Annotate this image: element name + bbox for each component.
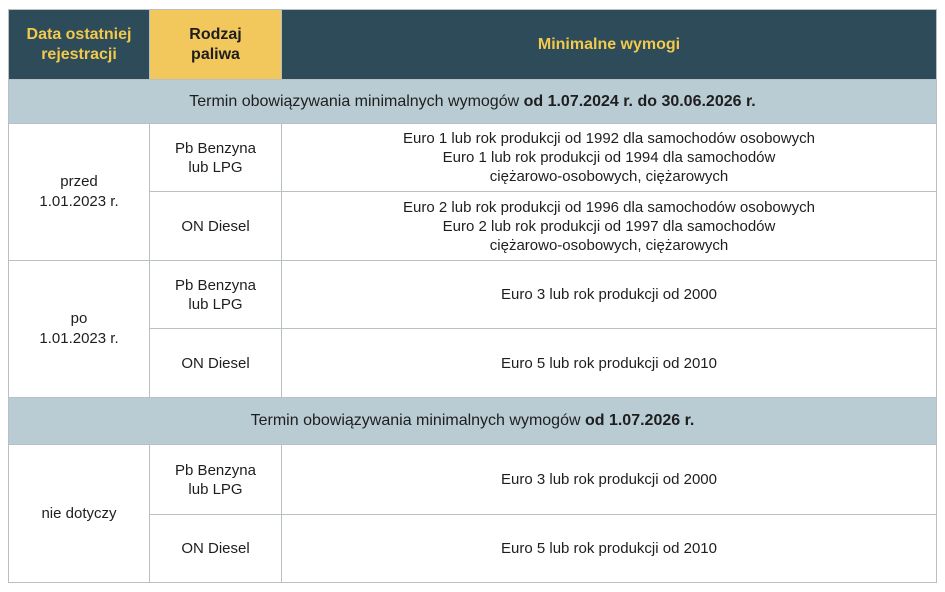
period-row: [9, 80, 937, 124]
date-line-1: nie dotyczy: [41, 504, 117, 522]
requirements-table: [8, 9, 937, 583]
fuel-type-cell: [150, 192, 282, 261]
table-row: [9, 261, 937, 329]
requirement-cell: Euro 3 lub rok produkcji od 2000: [282, 261, 937, 329]
fuel-type-cell: [150, 329, 282, 398]
requirement-cell: [282, 124, 937, 192]
period-prefix: Termin obowiązywania minimalnych wymogów: [189, 92, 524, 110]
date-line-1: po: [70, 310, 88, 327]
requirement-line: Euro 2 lub rok produkcji od 1996 dla samochodów osobowych: [403, 198, 815, 216]
date-line-2: 1.01.2023 r.: [39, 193, 119, 210]
header-minimum-requirements: Minimalne wymogi: [282, 10, 937, 80]
header-fuel-type: [150, 10, 282, 80]
header-date-line-1: Data ostatniej: [26, 25, 132, 43]
fuel-line-1: ON Diesel: [181, 217, 250, 235]
period-dates: od 1.07.2026 r.: [584, 412, 695, 429]
fuel-line-2: lub LPG: [188, 480, 243, 498]
requirement-line: Euro 1 lub rok produkcji od 1994 dla samochodów: [442, 149, 776, 166]
fuel-line-2: lub LPG: [188, 158, 243, 176]
requirement-cell: Euro 5 lub rok produkcji od 2010: [282, 515, 937, 583]
period-prefix: Termin obowiązywania minimalnych wymogów: [250, 412, 585, 429]
registration-date-cell: [9, 445, 150, 583]
requirement-cell: [282, 192, 937, 261]
period-dates: od 1.07.2024 r. do 30.06.2026 r.: [523, 92, 756, 110]
header-registration-date: [9, 10, 150, 80]
header-row: [9, 10, 937, 80]
requirement-cell: Euro 3 lub rok produkcji od 2000: [282, 445, 937, 515]
fuel-line-2: lub LPG: [188, 295, 243, 313]
fuel-type-cell: [150, 515, 282, 583]
fuel-line-1: Pb Benzyna: [175, 139, 256, 157]
fuel-line-1: ON Diesel: [181, 354, 250, 372]
fuel-type-cell: [150, 124, 282, 192]
date-line-1: przed: [60, 173, 98, 190]
header-fuel-line-2: paliwa: [191, 45, 240, 63]
period-row: [9, 398, 937, 445]
table-row: [9, 445, 937, 515]
header-date-line-2: rejestracji: [41, 45, 117, 63]
period-banner-2024: [9, 80, 937, 124]
table-row: [9, 124, 937, 192]
requirement-line: ciężarowo-osobowych, ciężarowych: [489, 236, 729, 254]
fuel-line-1: ON Diesel: [181, 540, 250, 557]
header-fuel-line-1: Rodzaj: [189, 25, 242, 43]
requirement-line: Euro 2 lub rok produkcji od 1997 dla samochodów: [442, 217, 776, 235]
registration-date-cell: [9, 261, 150, 398]
registration-date-cell: [9, 124, 150, 261]
requirement-line: ciężarowo-osobowych, ciężarowych: [489, 168, 729, 185]
fuel-type-cell: [150, 445, 282, 515]
period-banner-2026: [9, 398, 937, 445]
date-line-2: 1.01.2023 r.: [39, 330, 119, 347]
requirement-line: Euro 1 lub rok produkcji od 1992 dla samochodów osobowych: [403, 130, 815, 147]
fuel-line-1: Pb Benzyna: [175, 276, 256, 294]
fuel-line-1: Pb Benzyna: [175, 461, 256, 479]
fuel-type-cell: [150, 261, 282, 329]
requirement-cell: Euro 5 lub rok produkcji od 2010: [282, 329, 937, 398]
